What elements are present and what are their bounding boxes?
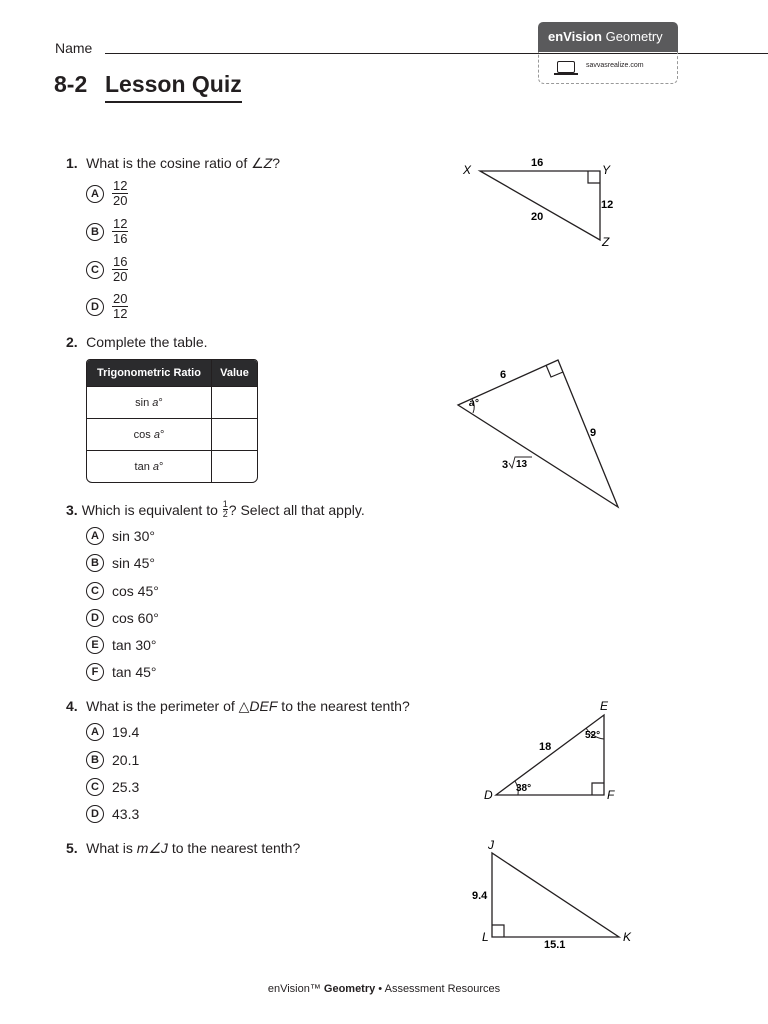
triangle-xyz-figure	[455, 150, 625, 250]
q3-choice-f[interactable]: F tan 45°	[86, 663, 157, 681]
svg-text:3: 3	[502, 459, 509, 471]
q4-choice-a[interactable]: A 19.4	[86, 723, 139, 741]
triangle-jlk-figure	[468, 835, 638, 955]
lesson-title: Lesson Quiz	[105, 71, 242, 103]
q3-choice-d[interactable]: D cos 60°	[86, 609, 159, 627]
q1-choice-d[interactable]: D $\frac{20}{12}$	[86, 292, 128, 321]
side-de-label: 18	[539, 741, 552, 753]
q4-choice-c[interactable]: C 25.3	[86, 778, 139, 796]
name-label: Name	[55, 40, 93, 56]
question-text: What is the perimeter of △DEF to the nearest tenth?	[86, 698, 410, 714]
value-cell[interactable]	[212, 386, 257, 418]
q3-choice-a[interactable]: A sin 30°	[86, 527, 155, 545]
table-row	[87, 418, 257, 450]
question-text: Which is equivalent to $\frac{1}{2}$ ? Select all that apply.	[81, 499, 365, 519]
laptop-base	[554, 73, 578, 75]
question-number: 2.	[66, 334, 78, 350]
question-4-prompt	[66, 698, 410, 716]
ratio-cell: cos a°	[87, 418, 212, 450]
question-1-prompt	[66, 155, 280, 173]
question-number: 1.	[66, 155, 78, 171]
trig-ratio-table	[86, 359, 258, 483]
brand-logo: enVision Geometry	[538, 22, 678, 52]
table-header-value: Value	[212, 360, 257, 386]
side-long-label: 9	[590, 427, 597, 439]
angle-a-label: a°	[469, 398, 479, 409]
question-number: 4.	[66, 698, 78, 714]
angle-d-label: 38°	[516, 783, 532, 794]
q4-choice-b[interactable]: B 20.1	[86, 751, 139, 769]
laptop-icon	[557, 61, 575, 73]
vertex-y-label: Y	[602, 163, 611, 177]
value-cell[interactable]	[212, 450, 257, 482]
q1-choice-c[interactable]: C $\frac{16}{20}$	[86, 255, 128, 284]
vertex-z-label: Z	[602, 235, 610, 249]
q1-choice-a[interactable]: A $\frac{12}{20}$	[86, 179, 128, 208]
angle-e-label: 52°	[585, 730, 601, 741]
question-text: Complete the table.	[86, 334, 208, 350]
q1-choice-b[interactable]: B $\frac{12}{16}$	[86, 217, 128, 246]
question-text: What is m∠J to the nearest tenth?	[86, 840, 301, 856]
vertex-l-label: L	[482, 930, 489, 944]
side-xz-label: 20	[531, 211, 544, 223]
side-hyp-label	[502, 457, 532, 471]
table-header-ratio: Trigonometric Ratio	[87, 360, 212, 386]
page-footer: enVision™ Geometry • Assessment Resources	[267, 983, 501, 995]
side-lk-label: 15.1	[544, 939, 566, 951]
side-yz-label: 12	[601, 199, 614, 211]
triangle-def-figure	[478, 695, 628, 805]
vertex-k-label: K	[623, 930, 632, 944]
ratio-cell: sin a°	[87, 386, 212, 418]
question-3-prompt	[66, 500, 365, 519]
brand-url-box	[538, 52, 678, 84]
question-number: 3.	[66, 501, 78, 518]
side-xy-label: 16	[531, 157, 544, 169]
svg-text:13: 13	[516, 459, 528, 470]
table-row	[87, 450, 257, 482]
vertex-e-label: E	[600, 699, 609, 713]
ratio-cell: tan a°	[87, 450, 212, 482]
side-short-label: 6	[500, 369, 507, 381]
vertex-j-label: J	[488, 838, 494, 852]
q4-choice-d[interactable]: D 43.3	[86, 805, 139, 823]
brand-url: savvasrealize.com	[586, 62, 644, 69]
question-5-prompt	[66, 840, 300, 858]
value-cell[interactable]	[212, 418, 257, 450]
lesson-number: 8-2	[54, 71, 88, 97]
q3-choice-b[interactable]: B sin 45°	[86, 554, 155, 572]
question-2-prompt	[66, 334, 208, 352]
question-number: 5.	[66, 840, 78, 856]
side-jl-label: 9.4	[472, 890, 488, 902]
q3-choice-c[interactable]: C cos 45°	[86, 582, 159, 600]
vertex-x-label: X	[463, 163, 472, 177]
brand-box	[538, 22, 678, 84]
triangle-a-figure	[450, 350, 630, 515]
vertex-f-label: F	[607, 788, 615, 802]
question-text: What is the cosine ratio of ∠Z?	[86, 155, 281, 171]
vertex-d-label: D	[484, 788, 493, 802]
q3-choice-e[interactable]: E tan 30°	[86, 636, 157, 654]
table-row	[87, 386, 257, 418]
